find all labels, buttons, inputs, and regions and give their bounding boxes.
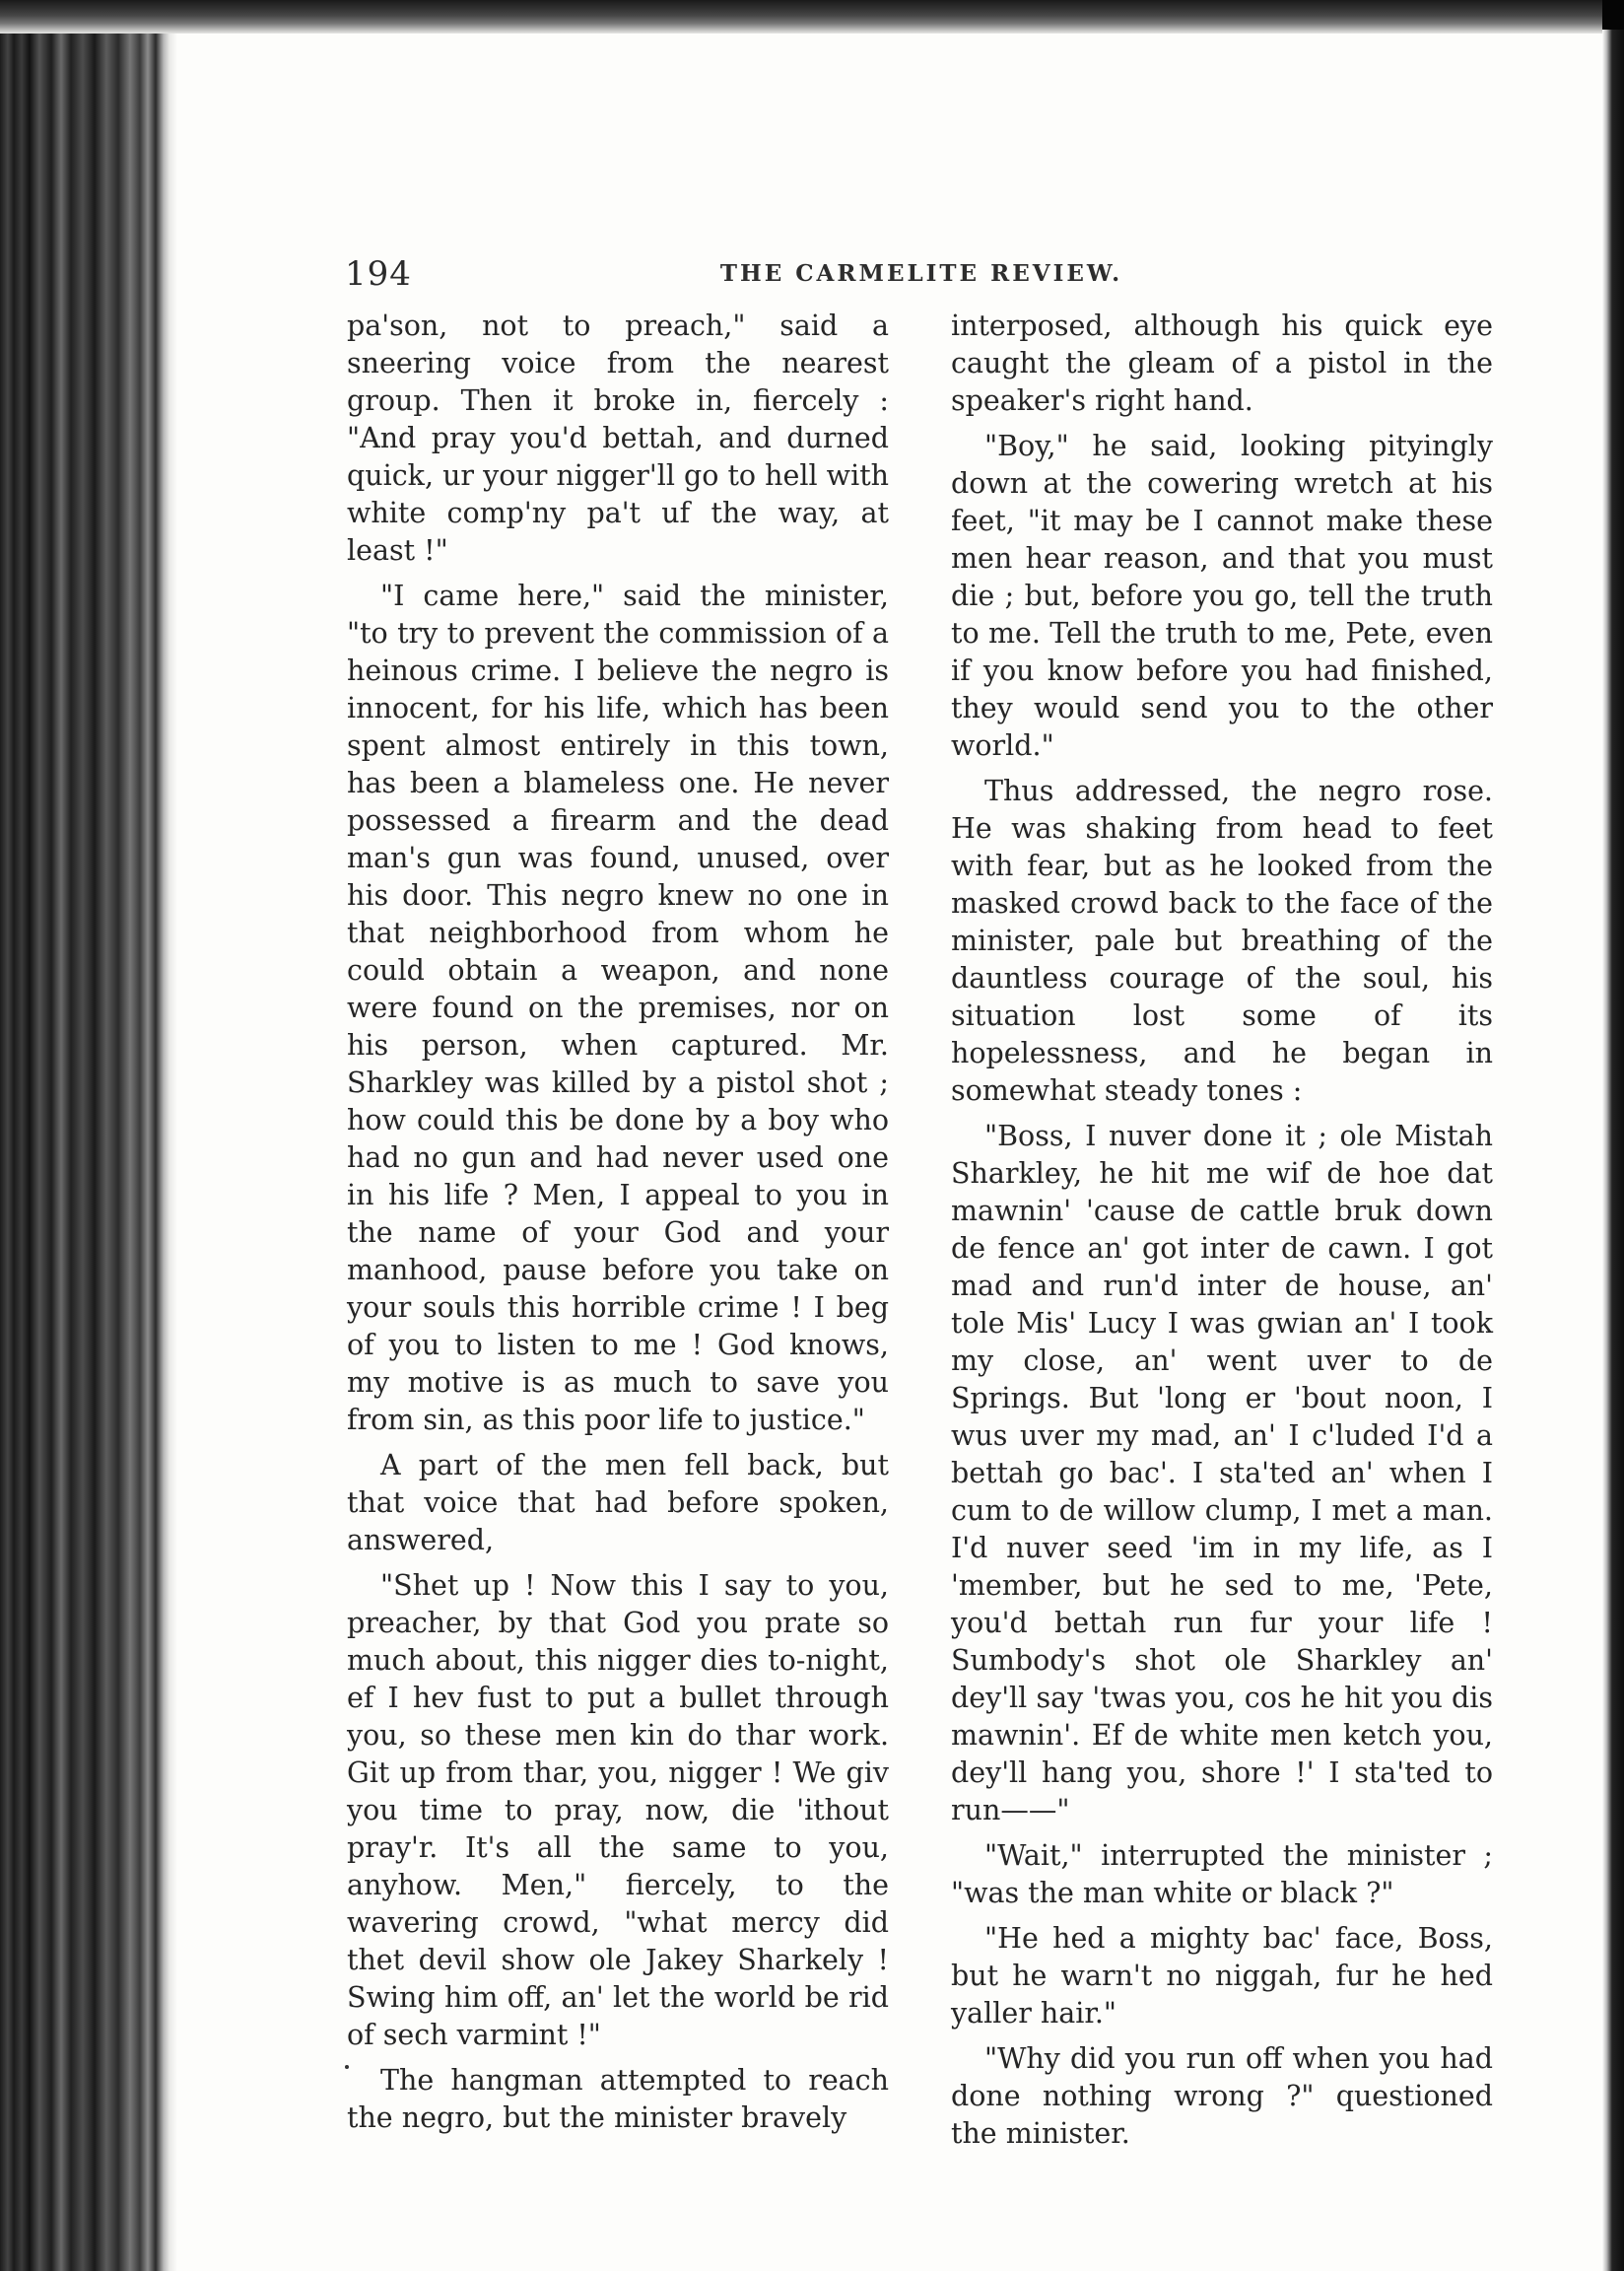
paragraph: The hangman attempted to reach the negro, but the minister bravely bbox=[347, 2064, 889, 2134]
paragraph: "He hed a mighty bac' face, Boss, but he warn't no niggah, fur he hed yaller hair." bbox=[951, 1922, 1493, 2030]
paragraph: "Boss, I nuver done it ; ole Mistah Sharkley, he hit me wif de hoe dat mawnin' 'cause de cattle bruk down de fence an' got inter de cawn. I got mad and run'd inter de house, an' tole Mis' Lucy I was gwian an' I took my close, an' went uver to de Springs. But 'long er 'bout noon, I wus uver my mad, an' I c'luded I'd a bettah go bac'. I sta'ted an' when I cum to de willow clump, I met a man. I'd nuver seed 'im in my life, as I 'member, but he sed to me, 'Pete, you'd bettah run fur your life ! Sumbody's shot ole Sharkley an' dey'll say 'twas you, cos he hit you dis mawnin'. Ef de white men ketch you, dey'll hang you, shore !' I sta'ted to run——" bbox=[951, 1120, 1493, 1826]
book-binding-edge bbox=[0, 0, 177, 2271]
page-header bbox=[345, 254, 1498, 294]
page-number: 194 bbox=[345, 254, 412, 294]
paragraph: "Wait," interrupted the minister ; "was the man white or black ?" bbox=[951, 1839, 1493, 1909]
paragraph: "Why did you run off when you had done nothing wrong ?" questioned the minister. bbox=[951, 2042, 1493, 2150]
page-right-edge bbox=[1602, 0, 1624, 2271]
running-head: THE CARMELITE REVIEW. bbox=[719, 260, 1123, 287]
text-column-right bbox=[951, 308, 1493, 2153]
text-column-left bbox=[347, 308, 889, 2137]
page-corner-mark bbox=[1602, 0, 1624, 30]
paragraph: "Boy," he said, looking pityingly down at the cowering wretch at his feet, "it may be I cannot make these men hear reason, and that you must die ; but, before you go, tell the truth to me. Tell the truth to me, Pete, even if you know before you had finished, they would send you to the other world." bbox=[951, 430, 1493, 762]
paragraph: Thus addressed, the negro rose. He was shaking from head to feet with fear, but as he looked from the masked crowd back to the face of the minister, pale but breathing of the dauntless courage of the soul, his situation lost some of its hopelessness, and he began in somewhat steady tones : bbox=[951, 775, 1493, 1107]
paragraph: pa'son, not to preach," said a sneering voice from the nearest group. Then it broke in, fiercely : "And pray you'd bettah, and durned quick, ur your nigger'll go to hell with white comp'ny pa't uf the way, at least !" bbox=[347, 310, 889, 567]
paragraph: A part of the men fell back, but that voice that had before spoken, answered, bbox=[347, 1449, 889, 1556]
paragraph: "Shet up ! Now this I say to you, preacher, by that God you prate so much about, this nigger dies to-night, ef I hev fust to put a bullet through you, so these men kin do thar work. Git up from thar, you, nigger ! We giv you time to pray, now, die 'ithout pray'r. It's all the same to you, anyhow. Men," fiercely, to the wavering crowd, "what mercy did thet devil show ole Jakey Sharkely ! Swing him off, an' let the world be rid of sech varmint !" bbox=[347, 1569, 889, 2051]
paragraph: interposed, although his quick eye caught the gleam of a pistol in the speaker's right hand. bbox=[951, 310, 1493, 417]
paragraph: "I came here," said the minister, "to try to prevent the commission of a heinous crime. I believe the negro is innocent, for his life, which has been spent almost entirely in this town, has been a blameless one. He never possessed a firearm and the dead man's gun was found, unused, over his door. This negro knew no one in that neighborhood from whom he could obtain a weapon, and none were found on the premises, nor on his person, when captured. Mr. Sharkley was killed by a pistol shot ; how could this be done by a boy who had no gun and had never used one in his life ? Men, I appeal to you in the name of your God and your manhood, pause before you take on your souls this horrible crime ! I beg of you to listen to me ! God knows, my motive is as much to save you from sin, as this poor life to justice." bbox=[347, 580, 889, 1436]
page-top-edge bbox=[0, 0, 1624, 34]
